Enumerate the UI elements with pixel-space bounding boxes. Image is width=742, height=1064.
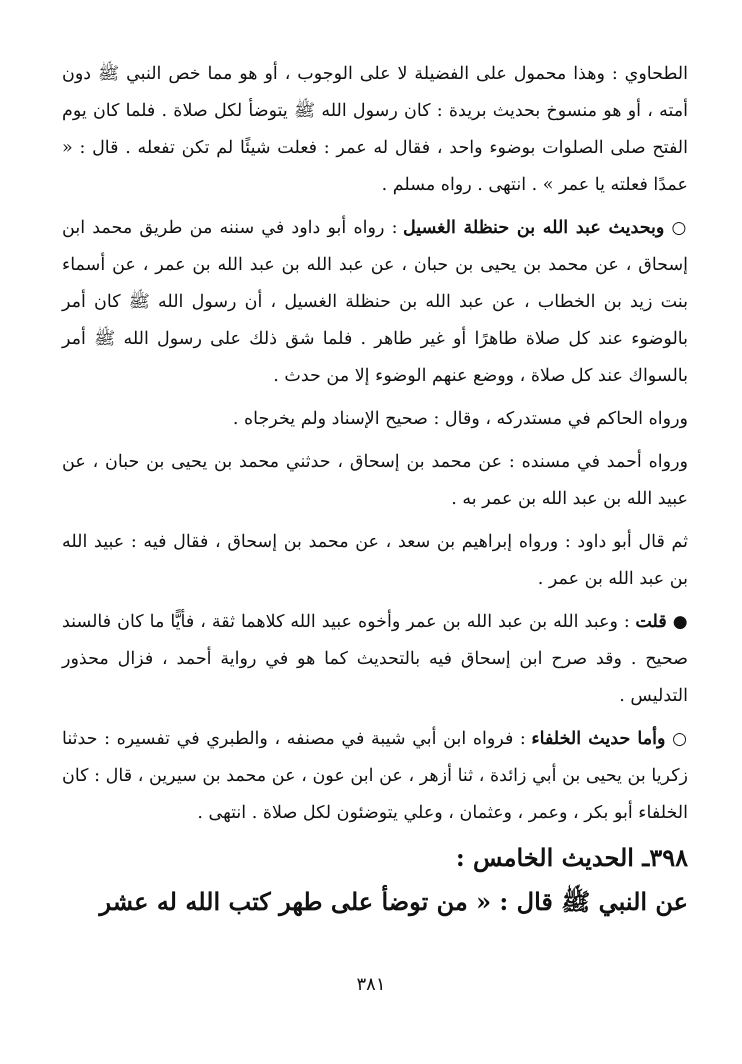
paragraph-hakim: ورواه الحاكم في مستدركه ، وقال : صحيح الإسناد ولم يخرجاه . <box>232 409 688 429</box>
paragraph-qultu <box>62 604 688 715</box>
paragraph-ahmad: ورواه أحمد في مسنده : عن محمد بن إسحاق ، حدثني محمد بن يحيى بن حبان ، عن عبيد الله بن عبد الله بن عمر به . <box>62 452 688 509</box>
hollow-circle-icon: ○ <box>671 218 688 238</box>
filled-circle-icon: ● <box>672 612 688 632</box>
paragraph-khulafa <box>62 721 688 832</box>
paragraph-lead: وبحديث عبد الله بن حنظلة الغسيل <box>403 218 665 238</box>
page-number: ٣٨١ <box>356 974 386 995</box>
section-heading: ٣٩٨ـ الحديث الخامس : <box>455 843 688 872</box>
hadith-text: عن النبي ﷺ قال : « من توضأ على طهر كتب الله له عشر <box>99 887 688 916</box>
paragraph-abu-dawud: ثم قال أبو داود : ورواه إبراهيم بن سعد ، عن محمد بن إسحاق ، فقال فيه : عبيد الله بن عبد الله بن عمر . <box>62 532 688 589</box>
paragraph-body: : وعبد الله بن عبد الله بن عمر وأخوه عبيد الله كلاهما ثقة ، فأيًّا ما كان فالسند صحيح . وقد صرح ابن إسحاق فيه بالتحديث كما هو في رواية أحمد ، فزال محذور التدليس . <box>62 612 688 706</box>
paragraph-abdullah-hanzala <box>62 210 688 395</box>
paragraph-lead: وأما حديث الخلفاء <box>531 729 666 749</box>
paragraph-tahawi: الطحاوي : وهذا محمول على الفضيلة لا على الوجوب ، أو هو مما خص النبي ﷺ دون أمته ، أو هو منسوخ بحديث بريدة : كان رسول الله ﷺ يتوضأ لكل صلاة . فلما كان يوم الفتح صلى الصلوات بوضوء واحد ، فقال له عمر : فعلت شيئًا لم تكن تفعله . قال : « عمدًا فعلته يا عمر » . انتهى . رواه مسلم . <box>62 64 688 195</box>
page-body <box>62 56 688 924</box>
paragraph-body: : فرواه ابن أبي شيبة في مصنفه ، والطبري في تفسيره : حدثنا زكريا بن يحيى بن أبي زائدة ، ثنا أزهر ، عن ابن عون ، عن محمد بن سيرين ، قال : كان الخلفاء أبو بكر ، وعمر ، وعثمان ، وعلي يتوضئون لكل صلاة . انتهى . <box>62 729 688 823</box>
paragraph-lead: قلت <box>635 612 667 632</box>
paragraph-body: : رواه أبو داود في سننه من طريق محمد ابن إسحاق ، عن محمد بن يحيى بن حبان ، عن عبد الله بن عبد الله بن عمر ، عن أسماء بنت زيد بن الخطاب ، عن عبد الله بن حنظلة الغسيل ، أن رسول الله ﷺ كان أمر بالوضوء عند كل صلاة طاهرًا أو غير طاهر . فلما شق ذلك على رسول الله ﷺ أمر بالسواك عند كل صلاة ، ووضع عنهم الوضوء إلا من حدث . <box>62 218 688 386</box>
hollow-circle-icon: ○ <box>672 729 688 749</box>
